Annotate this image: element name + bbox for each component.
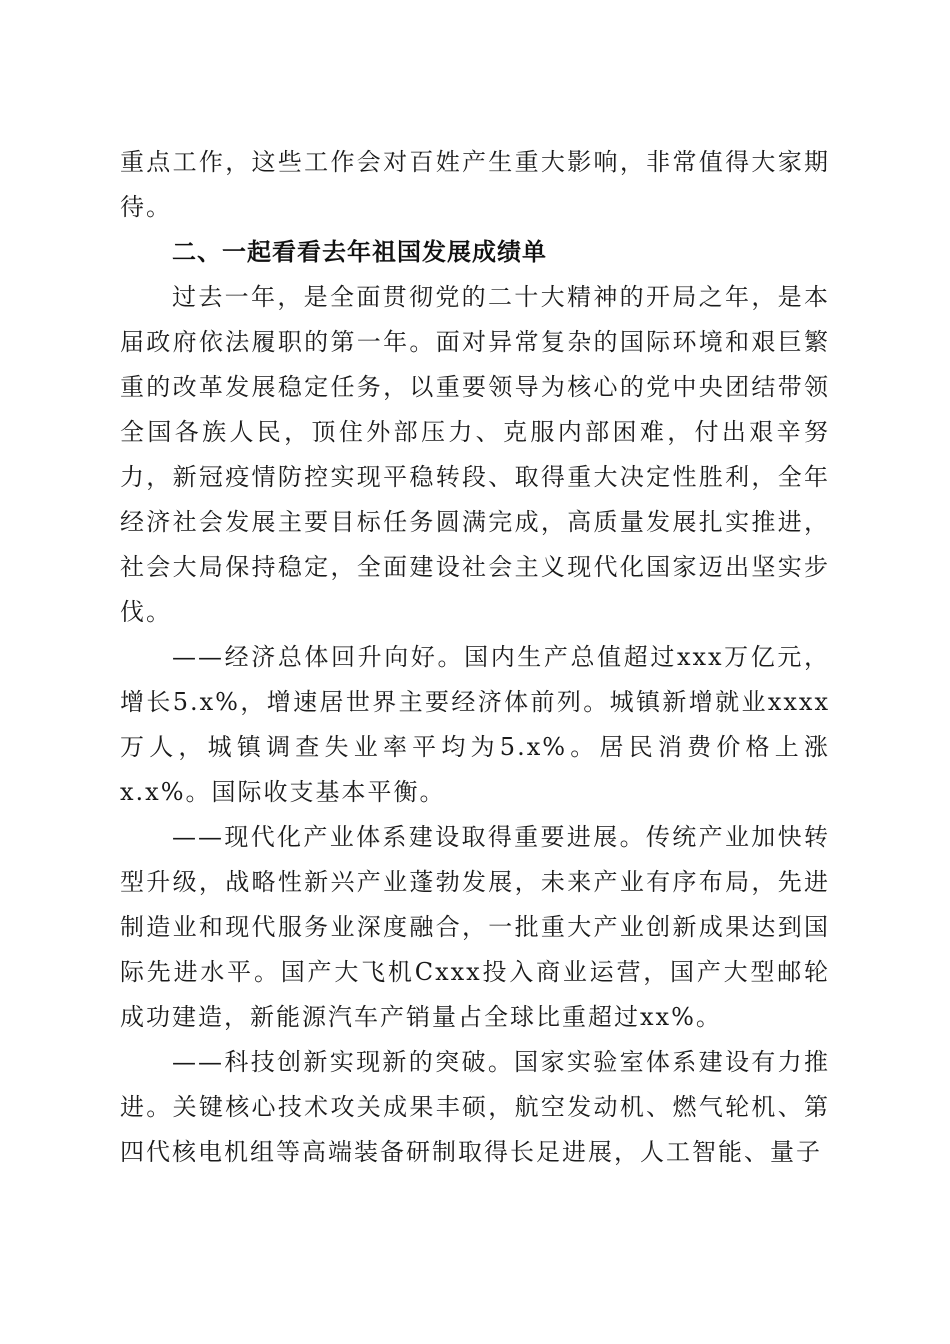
paragraph-economy: ——经济总体回升向好。国内生产总值超过xxx万亿元，增长5.x%，增速居世界主要经济体前列。城镇新增就业xxxx万人，城镇调查失业率平均为5.x%。居民消费价格上涨x.x%。国际收支基本平衡。 <box>120 643 830 806</box>
paragraph-technology: ——科技创新实现新的突破。国家实验室体系建设有力推进。关键核心技术攻关成果丰硕，航空发动机、燃气轮机、第四代核电机组等高端装备研制取得长足进展，人工智能、量子 <box>120 1048 830 1166</box>
paragraph-overview: 过去一年，是全面贯彻党的二十大精神的开局之年，是本届政府依法履职的第一年。面对异常复杂的国际环境和艰巨繁重的改革发展稳定任务，以重要领导为核心的党中央团结带领全国各族人民，顶住外部压力、克服内部困难，付出艰辛努力，新冠疫情防控实现平稳转段、取得重大决定性胜利，全年经济社会发展主要目标任务圆满完成，高质量发展扎实推进，社会大局保持稳定，全面建设社会主义现代化国家迈出坚实步伐。 <box>120 283 830 626</box>
document-body <box>120 140 830 1175</box>
section-heading: 二、一起看看去年祖国发展成绩单 <box>172 238 547 266</box>
paragraph-industry: ——现代化产业体系建设取得重要进展。传统产业加快转型升级，战略性新兴产业蓬勃发展，未来产业有序布局，先进制造业和现代服务业深度融合，一批重大产业创新成果达到国际先进水平。国产大飞机Cxxx投入商业运营，国产大型邮轮成功建造，新能源汽车产销量占全球比重超过xx%。 <box>120 823 830 1031</box>
paragraph-intro: 重点工作，这些工作会对百姓产生重大影响，非常值得大家期待。 <box>120 148 830 221</box>
